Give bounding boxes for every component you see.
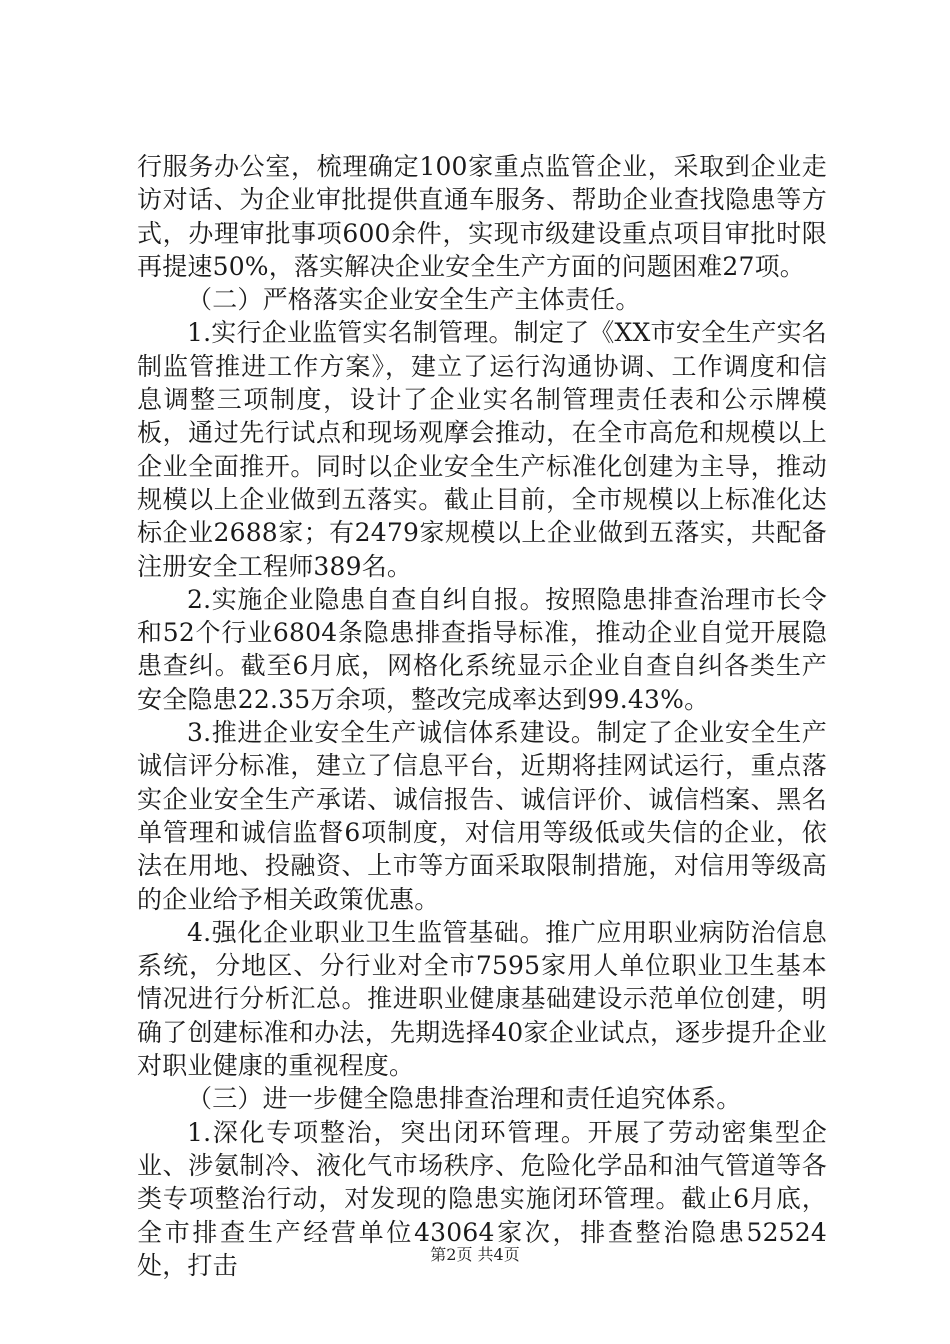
paragraph-3: 1.实行企业监管实名制管理。制定了《XX市安全生产实名制监管推进工作方案》，建立了运行沟通协调、工作调度和信息调整三项制度，设计了企业实名制管理责任表和公示牌模板，通过先行试点和现场观摩会推动，在全市高危和规模以上企业全面推开。同时以企业安全生产标准化创建为主导，推动规模以上企业做到五落实。截止目前，全市规模以上标准化达标企业2688家；有2479家规模以上企业做到五落实，共配备注册安全工程师389名。 (137, 318, 827, 581)
paragraph-1: 行服务办公室，梳理确定100家重点监管企业，采取到企业走访对话、为企业审批提供直通车服务、帮助企业查找隐患等方式，办理审批事项600余件，实现市级建设重点项目审批时限再提速50%，落实解决企业安全生产方面的问题困难27项。 (137, 152, 827, 281)
page-footer: 第2页 共4页 (430, 1245, 520, 1264)
paragraph-6: 4.强化企业职业卫生监管基础。推广应用职业病防治信息系统，分地区、分行业对全市7595家用人单位职业卫生基本情况进行分析汇总。推进职业健康基础建设示范单位创建，明确了创建标准和办法，先期选择40家企业试点，逐步提升企业对职业健康的重视程度。 (137, 917, 827, 1081)
section-heading-3: （三）进一步健全隐患排查治理和责任追究体系。 (187, 1084, 742, 1114)
paragraph-8: 1.深化专项整治，突出闭环管理。开展了劳动密集型企业、涉氨制冷、液化气市场秩序、危险化学品和油气管道等各类专项整治行动，对发现的隐患实施闭环管理。截止6月底，全市排查生产经营单位43064家次，排查整治隐患52524处，打击 (137, 1117, 827, 1280)
document-body (137, 150, 827, 1282)
section-heading-2: （二）严格落实企业安全生产主体责任。 (187, 285, 641, 315)
paragraph-5: 3.推进企业安全生产诚信体系建设。制定了企业安全生产诚信评分标准，建立了信息平台，近期将挂网试运行，重点落实企业安全生产承诺、诚信报告、诚信评价、诚信档案、黑名单管理和诚信监督6项制度，对信用等级低或失信的企业，依法在用地、投融资、上市等方面采取限制措施，对信用等级高的企业给予相关政策优惠。 (137, 718, 827, 914)
paragraph-4: 2.实施企业隐患自查自纠自报。按照隐患排查治理市长令和52个行业6804条隐患排查指导标准，推动企业自觉开展隐患查纠。截至6月底，网格化系统显示企业自查自纠各类生产安全隐患22.35万余项，整改完成率达到99.43%。 (137, 584, 827, 714)
